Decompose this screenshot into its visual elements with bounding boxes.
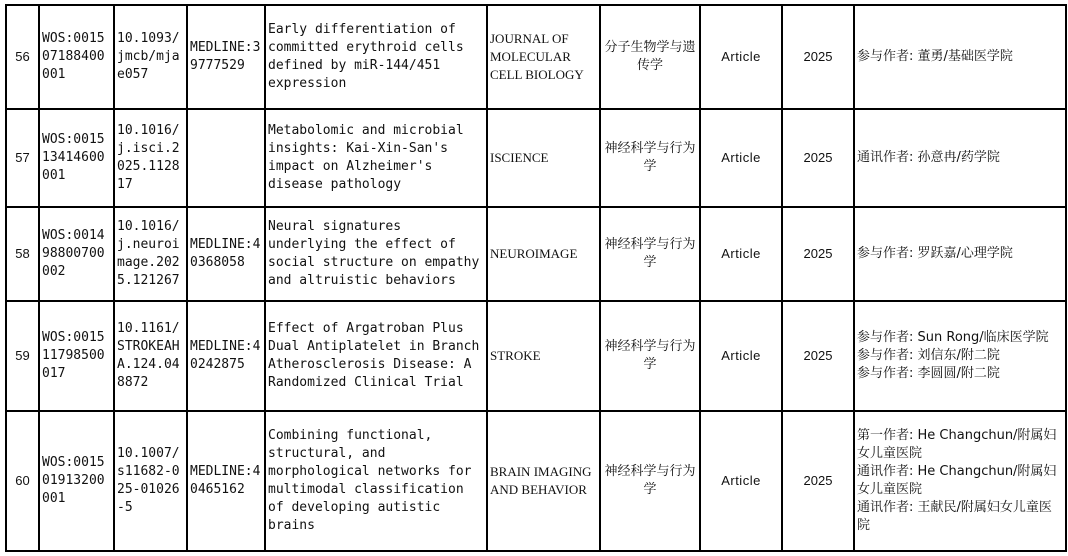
doi: 10.1161/STROKEAHA.124.048872: [114, 301, 187, 411]
author-entry: 参与作者: 李圆圆/附二院: [857, 366, 1000, 381]
row-number: 57: [6, 109, 39, 207]
journal-name: NEUROIMAGE: [487, 207, 600, 301]
subject-category: 神经科学与行为学: [600, 207, 700, 301]
article-title: Early differentiation of committed erythroid cells defined by miR-144/451 expression: [265, 5, 487, 109]
document-type: Article: [700, 411, 782, 551]
author-list: [854, 5, 1066, 109]
table-row: [6, 5, 1066, 109]
medline-id: MEDLINE:39777529: [187, 5, 265, 109]
table-row: [6, 109, 1066, 207]
wos-id: WOS:001501913200001: [39, 411, 114, 551]
journal-name: BRAIN IMAGING AND BEHAVIOR: [487, 411, 600, 551]
author-entry: 第一作者: He Changchun/附属妇女儿童医院: [857, 428, 1057, 461]
document-type: Article: [700, 301, 782, 411]
document-type: Article: [700, 207, 782, 301]
table-row: [6, 301, 1066, 411]
doi: 10.1007/s11682-025-01026-5: [114, 411, 187, 551]
row-number: 59: [6, 301, 39, 411]
wos-id: WOS:001513414600001: [39, 109, 114, 207]
row-number: 56: [6, 5, 39, 109]
doi: 10.1016/j.neuroimage.2025.121267: [114, 207, 187, 301]
subject-category: 神经科学与行为学: [600, 301, 700, 411]
publication-year: 2025: [782, 207, 854, 301]
publication-year: 2025: [782, 301, 854, 411]
subject-category: 分子生物学与遗传学: [600, 5, 700, 109]
author-list: [854, 207, 1066, 301]
author-entry: 参与作者: 罗跃嘉/心理学院: [857, 246, 1013, 261]
author-entry: 通讯作者: 孙意冉/药学院: [857, 150, 1000, 165]
medline-id: [187, 109, 265, 207]
medline-id: MEDLINE:40465162: [187, 411, 265, 551]
author-entry: 通讯作者: He Changchun/附属妇女儿童医院: [857, 464, 1057, 497]
subject-category: 神经科学与行为学: [600, 109, 700, 207]
doi: 10.1016/j.isci.2025.112817: [114, 109, 187, 207]
wos-id: WOS:001498800700002: [39, 207, 114, 301]
doi: 10.1093/jmcb/mjae057: [114, 5, 187, 109]
author-entry: 通讯作者: 王献民/附属妇女儿童医院: [857, 500, 1052, 533]
author-list: [854, 301, 1066, 411]
publication-year: 2025: [782, 411, 854, 551]
author-entry: 参与作者: 刘信东/附二院: [857, 348, 1000, 363]
publication-year: 2025: [782, 109, 854, 207]
journal-name: JOURNAL OF MOLECULAR CELL BIOLOGY: [487, 5, 600, 109]
journal-name: ISCIENCE: [487, 109, 600, 207]
publication-year: 2025: [782, 5, 854, 109]
article-title: Metabolomic and microbial insights: Kai-Xin-San's impact on Alzheimer's disease pathology: [265, 109, 487, 207]
author-entry: 参与作者: 董勇/基础医学院: [857, 49, 1013, 64]
wos-id: WOS:001507188400001: [39, 5, 114, 109]
journal-name: STROKE: [487, 301, 600, 411]
document-type: Article: [700, 5, 782, 109]
table-row: [6, 411, 1066, 551]
author-entry: 参与作者: Sun Rong/临床医学院: [857, 330, 1049, 345]
article-title: Combining functional, structural, and morphological networks for multimodal classification of developing autistic brains: [265, 411, 487, 551]
author-list: [854, 411, 1066, 551]
row-number: 58: [6, 207, 39, 301]
publication-table: [5, 4, 1067, 552]
medline-id: MEDLINE:40368058: [187, 207, 265, 301]
table-row: [6, 207, 1066, 301]
article-title: Effect of Argatroban Plus Dual Antiplatelet in Branch Atherosclerosis Disease: A Randomized Clinical Trial: [265, 301, 487, 411]
author-list: [854, 109, 1066, 207]
subject-category: 神经科学与行为学: [600, 411, 700, 551]
document-type: Article: [700, 109, 782, 207]
row-number: 60: [6, 411, 39, 551]
wos-id: WOS:001511798500017: [39, 301, 114, 411]
medline-id: MEDLINE:40242875: [187, 301, 265, 411]
article-title: Neural signatures underlying the effect of social structure on empathy and altruistic behaviors: [265, 207, 487, 301]
